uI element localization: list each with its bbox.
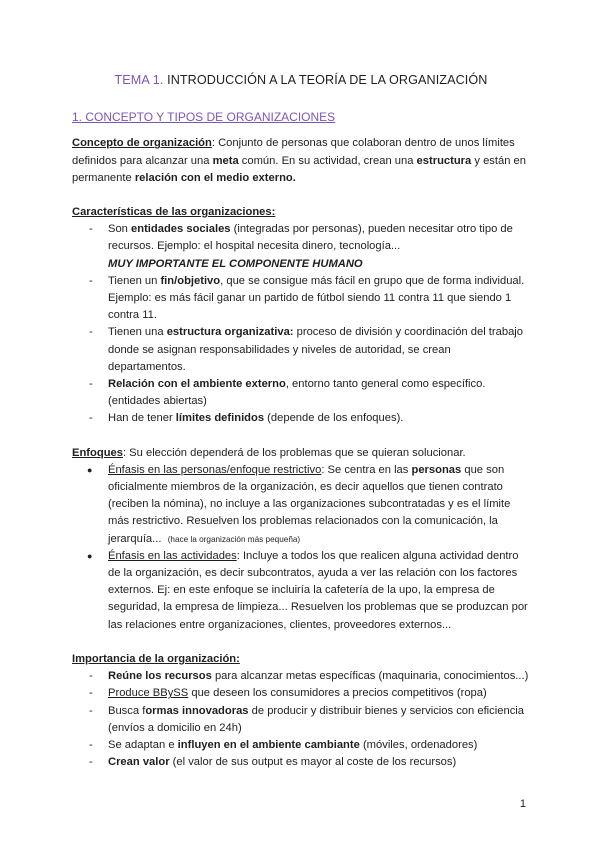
concepto-bold-meta: meta [212, 154, 239, 167]
item-bold: fin/objetivo [160, 274, 221, 287]
item-text: : Se centra en las [321, 463, 412, 476]
enfoques-list [72, 462, 530, 634]
importancia-heading: Importancia de la organización: [72, 652, 240, 665]
item-bold: ormas innovadoras [145, 704, 249, 717]
page-number: 1 [519, 798, 526, 810]
list-item [72, 462, 530, 548]
concepto-paragraph [72, 135, 530, 187]
list-item [72, 410, 530, 427]
caracteristicas-heading: Características de las organizaciones: [72, 206, 276, 219]
section-title: 1. CONCEPTO Y TIPOS DE ORGANIZACIONES [72, 110, 336, 125]
item-text: Tienen una [108, 326, 167, 339]
spacer [72, 428, 530, 445]
item-small-note: (hace la organización más pequeña) [167, 534, 301, 544]
page-content [72, 72, 530, 771]
item-bold-italic: MUY IMPORTANTE EL COMPONENTE HUMANO [108, 257, 363, 270]
item-bold: personas [411, 463, 462, 476]
spacer [72, 187, 530, 204]
list-item [72, 703, 530, 737]
item-bold: Reúne los recursos [108, 670, 212, 683]
item-text: que deseen los consumidores a precios competitivos (ropa) [188, 687, 487, 700]
item-text: (móviles, ordenadores) [359, 738, 478, 751]
list-item [72, 754, 530, 771]
list-item [72, 221, 530, 273]
item-bold: Crean valor [108, 756, 170, 769]
item-bold: estructura organizativa: [166, 326, 294, 339]
item-bold: entidades sociales [131, 223, 231, 236]
list-item [72, 376, 530, 410]
concepto-bold-relacion: relación con el medio externo. [134, 171, 296, 184]
item-underline: Produce BBySS [108, 687, 189, 700]
title-number: TEMA 1. [114, 73, 164, 87]
list-item [72, 548, 530, 634]
page-title [72, 72, 530, 89]
concepto-label: Concepto de organización [72, 137, 212, 150]
concepto-text-3: y están en permanente [72, 154, 526, 184]
item-text: (el valor de sus output es mayor al coste de los recursos) [169, 756, 457, 769]
item-text: Han de tener [108, 412, 176, 425]
list-item [72, 737, 530, 754]
list-item [72, 685, 530, 702]
caracteristicas-list [72, 221, 530, 427]
item-text: Se adaptan e [108, 738, 178, 751]
title-text: INTRODUCCIÓN A LA TEORÍA DE LA ORGANIZACIÓN [163, 73, 488, 87]
item-text: que son oficialmente miembros de la organización, es decir aquellos que tienen contrato (reciben la nómina), no incluye a las organizaciones subcontratadas y es el límite más restrictivo. Resuelven los problemas relacionados con la comunicación, la jerarquía... [108, 463, 511, 545]
item-text: Busca f [108, 704, 146, 717]
list-item [72, 668, 530, 685]
importancia-list [72, 668, 530, 771]
item-text: (depende de los enfoques). [264, 412, 404, 425]
item-text: (integradas por personas), pueden necesitar otro tipo de recursos. Ejemplo: el hospital necesita dinero, tecnología... [108, 223, 513, 253]
item-text: , entorno tanto general como específico. (entidades abiertas) [108, 378, 486, 408]
list-item [72, 324, 530, 376]
item-underline: Énfasis en las actividades [108, 549, 237, 562]
item-text: de producir y distribuir bienes y servicios con eficiencia (envíos a domicilio en 24h) [108, 704, 524, 734]
enfoques-label: Enfoques [72, 446, 123, 459]
item-text: Tienen un [108, 274, 161, 287]
item-text: Son [108, 223, 132, 236]
item-text: : Incluye a todos los que realicen alguna actividad dentro de la organización, es decir subcontratos, ayuda a ver las relación con los factores externos. Ej: en este enfoque se incluiría la cafetería de la upo, la empresa de seguridad, la empresa de limpieza... Resuelven los problemas que se produzcan por las relaciones entre organizaciones, clientes, proveedores externos... [108, 549, 528, 631]
item-bold: influyen en el ambiente cambiante [177, 738, 360, 751]
spacer [72, 634, 530, 651]
item-underline: Énfasis en las personas/enfoque restrictivo [108, 463, 322, 476]
concepto-bold-estructura: estructura [416, 154, 472, 167]
item-bold: Relación con el ambiente externo [108, 378, 286, 391]
item-text: para alcanzar metas específicas (maquinaria, conocimientos...) [211, 670, 529, 683]
enfoques-paragraph [72, 445, 530, 462]
item-text: , que se consigue más fácil en grupo que de forma individual. Ejemplo: es más fácil ganar un partido de fútbol siendo 11 contra 11 que siendo 1 contra 11. [108, 274, 525, 322]
item-bold: límites definidos [175, 412, 265, 425]
concepto-text-1: : Conjunto de personas que colaboran dentro de unos límites definidos para alcanzar una [72, 137, 515, 167]
enfoques-intro: : Su elección dependerá de los problemas que se quieran solucionar. [122, 446, 466, 459]
item-text: proceso de división y coordinación del trabajo donde se asignan responsabilidades y niveles de autoridad, se crean departamentos. [108, 326, 523, 373]
list-item [72, 273, 530, 325]
concepto-text-2: común. En su actividad, crean una [238, 154, 417, 167]
